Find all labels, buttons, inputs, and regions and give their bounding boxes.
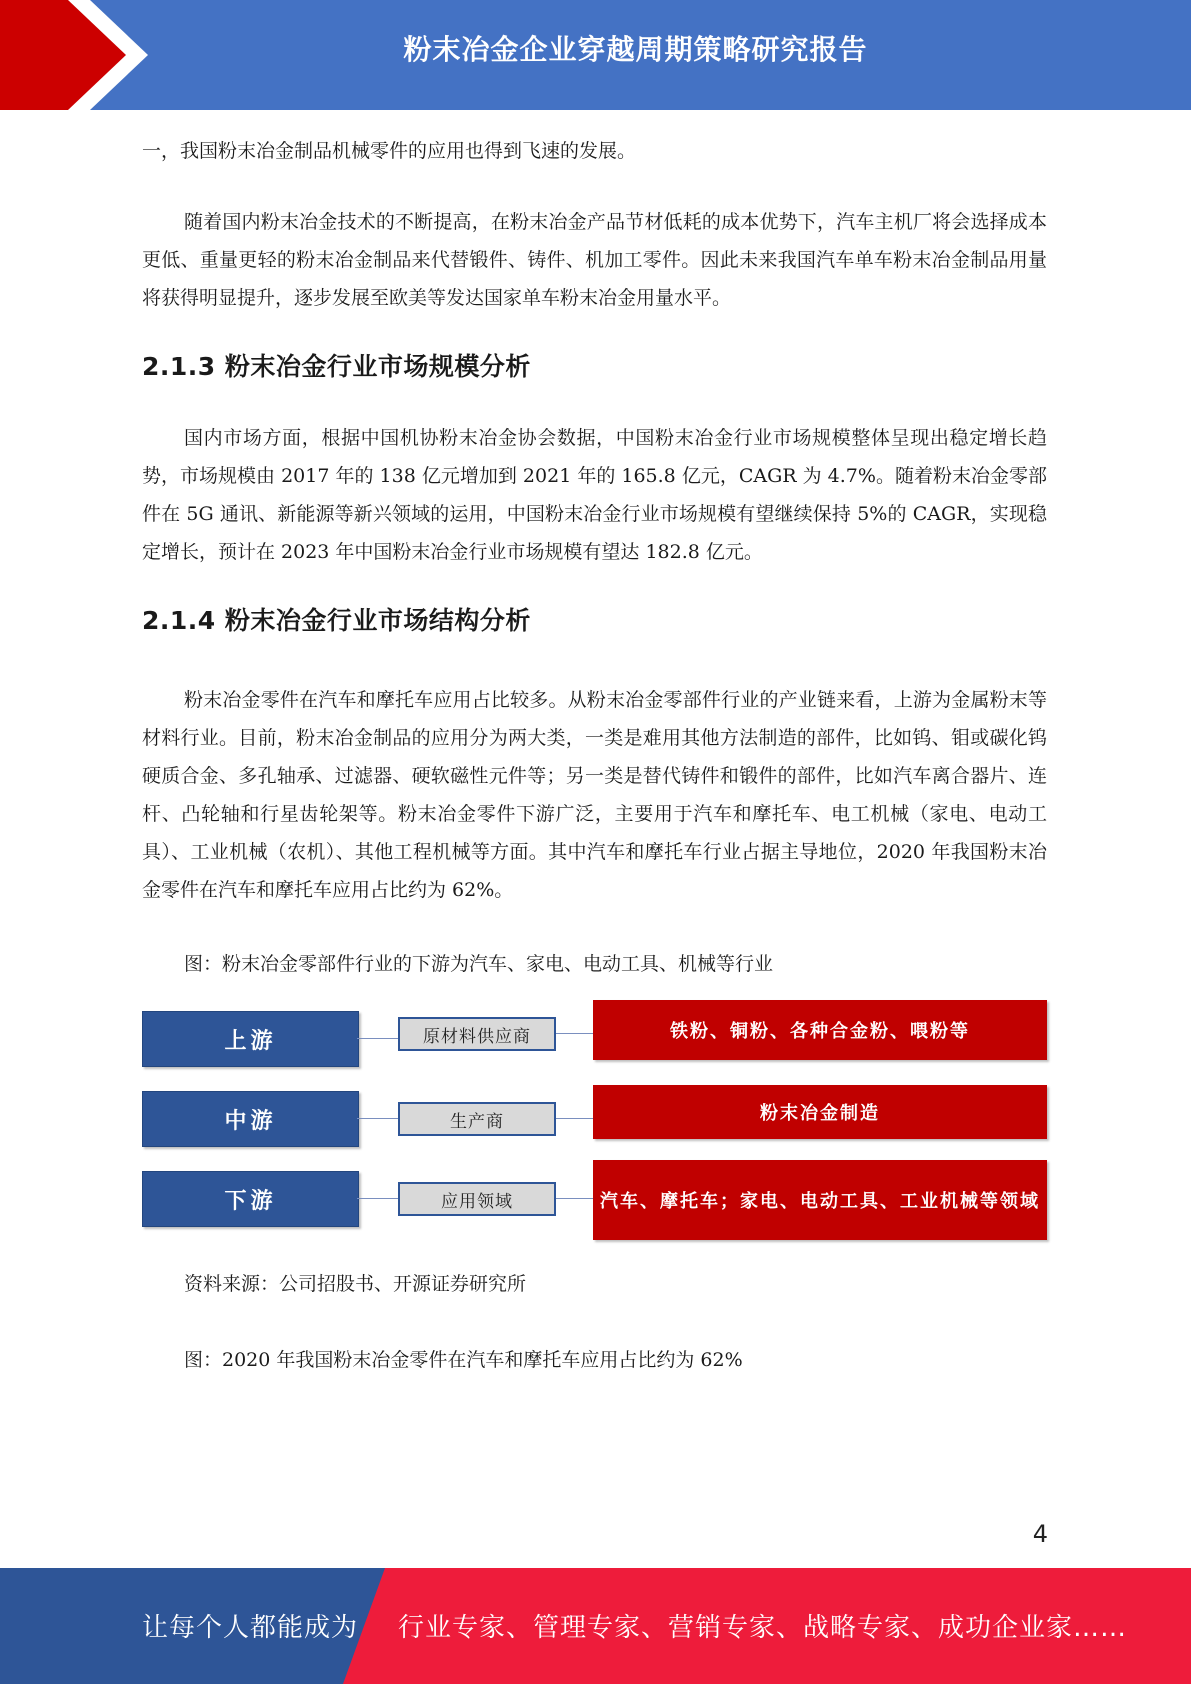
connector-line bbox=[556, 1033, 593, 1034]
connector-line bbox=[556, 1118, 593, 1119]
detail-downstream: 汽车、摩托车；家电、电动工具、工业机械等领域 bbox=[593, 1160, 1047, 1240]
report-title: 粉末冶金企业穿越周期策略研究报告 bbox=[403, 33, 868, 66]
role-midstream: 生产商 bbox=[398, 1102, 556, 1136]
page-number: 4 bbox=[1032, 1520, 1048, 1548]
page-footer bbox=[0, 1568, 1191, 1684]
paragraph-4: 粉末冶金零件在汽车和摩托车应用占比较多。从粉末冶金零部件行业的产业链来看，上游为金属粉末等材料行业。目前，粉末冶金制品的应用分为两大类，一类是难用其他方法制造的部件，比如钨、钼或碳化钨硬质合金、多孔轴承、过滤器、硬软磁性元件等；另一类是替代铸件和锻件的部件，比如汽车离合器片、连杆、凸轮轴和行星齿轮架等。粉末冶金零件下游广泛，主要用于汽车和摩托车、电工机械（家电、电动工具）、工业机械（农机）、其他工程机械等方面。其中汽车和摩托车行业占据主导地位，2020 年我国粉末冶金零件在汽车和摩托车应用占比约为 62%。 bbox=[142, 689, 1047, 901]
industry-chain-diagram bbox=[142, 1000, 1047, 1245]
paragraph-block-2 bbox=[142, 203, 1047, 317]
figure-1-caption: 图：粉末冶金零部件行业的下游为汽车、家电、电动工具、机械等行业 bbox=[184, 953, 774, 975]
section-heading-2-1-3: 2.1.3 粉末冶金行业市场规模分析 bbox=[142, 352, 531, 381]
stage-midstream: 中游 bbox=[142, 1091, 359, 1147]
paragraph-2: 随着国内粉末冶金技术的不断提高，在粉末冶金产品节材低耗的成本优势下，汽车主机厂将会选择成本更低、重量更轻的粉末冶金制品来代替锻件、铸件、机加工零件。因此未来我国汽车单车粉末冶金制品用量将获得明显提升，逐步发展至欧美等发达国家单车粉末冶金用量水平。 bbox=[142, 211, 1047, 309]
role-upstream: 原材料供应商 bbox=[398, 1017, 556, 1051]
detail-upstream: 铁粉、铜粉、各种合金粉、喂粉等 bbox=[593, 1000, 1047, 1060]
figure-2-caption-wrap bbox=[142, 1345, 1047, 1375]
role-downstream: 应用领域 bbox=[398, 1182, 556, 1216]
stage-downstream: 下游 bbox=[142, 1171, 359, 1227]
connector-line bbox=[357, 1118, 398, 1119]
section-heading-213-wrap bbox=[142, 347, 1047, 383]
footer-slogan-right: 行业专家、管理专家、营销专家、战略专家、成功企业家…… bbox=[398, 1613, 1128, 1643]
connector-line bbox=[556, 1198, 593, 1199]
detail-midstream: 粉末冶金制造 bbox=[593, 1085, 1047, 1139]
connector-line bbox=[357, 1198, 398, 1199]
page-header bbox=[0, 0, 1191, 110]
section-heading-2-1-4: 2.1.4 粉末冶金行业市场结构分析 bbox=[142, 606, 531, 635]
paragraph-intro bbox=[142, 132, 1047, 170]
figure-1-source-wrap bbox=[142, 1269, 1047, 1299]
figure-2-caption: 图：2020 年我国粉末冶金零件在汽车和摩托车应用占比约为 62% bbox=[184, 1349, 743, 1371]
paragraph-1: 一，我国粉末冶金制品机械零件的应用也得到飞速的发展。 bbox=[142, 140, 637, 162]
section-heading-214-wrap bbox=[142, 601, 1047, 637]
stage-upstream: 上游 bbox=[142, 1011, 359, 1067]
paragraph-3: 国内市场方面，根据中国机协粉末冶金协会数据，中国粉末冶金行业市场规模整体呈现出稳定增长趋势，市场规模由 2017 年的 138 亿元增加到 2021 年的 165.8 亿元，CAGR 为 4.7%。随着粉末冶金零部件在 5G 通讯、新能源等新兴领域的运用，中国粉末冶金行业市场规模有望继续保持 5%的 CAGR，实现稳定增长，预计在 2023 年中国粉末冶金行业市场规模有望达 182.8 亿元。 bbox=[142, 427, 1047, 563]
paragraph-block-3 bbox=[142, 419, 1047, 571]
footer-slogan-left: 让每个人都能成为 bbox=[142, 1613, 359, 1643]
paragraph-block-4 bbox=[142, 681, 1047, 909]
connector-line bbox=[357, 1038, 398, 1039]
figure-1-source: 资料来源：公司招股书、开源证券研究所 bbox=[184, 1273, 527, 1295]
figure-1-caption-wrap bbox=[142, 949, 1047, 979]
